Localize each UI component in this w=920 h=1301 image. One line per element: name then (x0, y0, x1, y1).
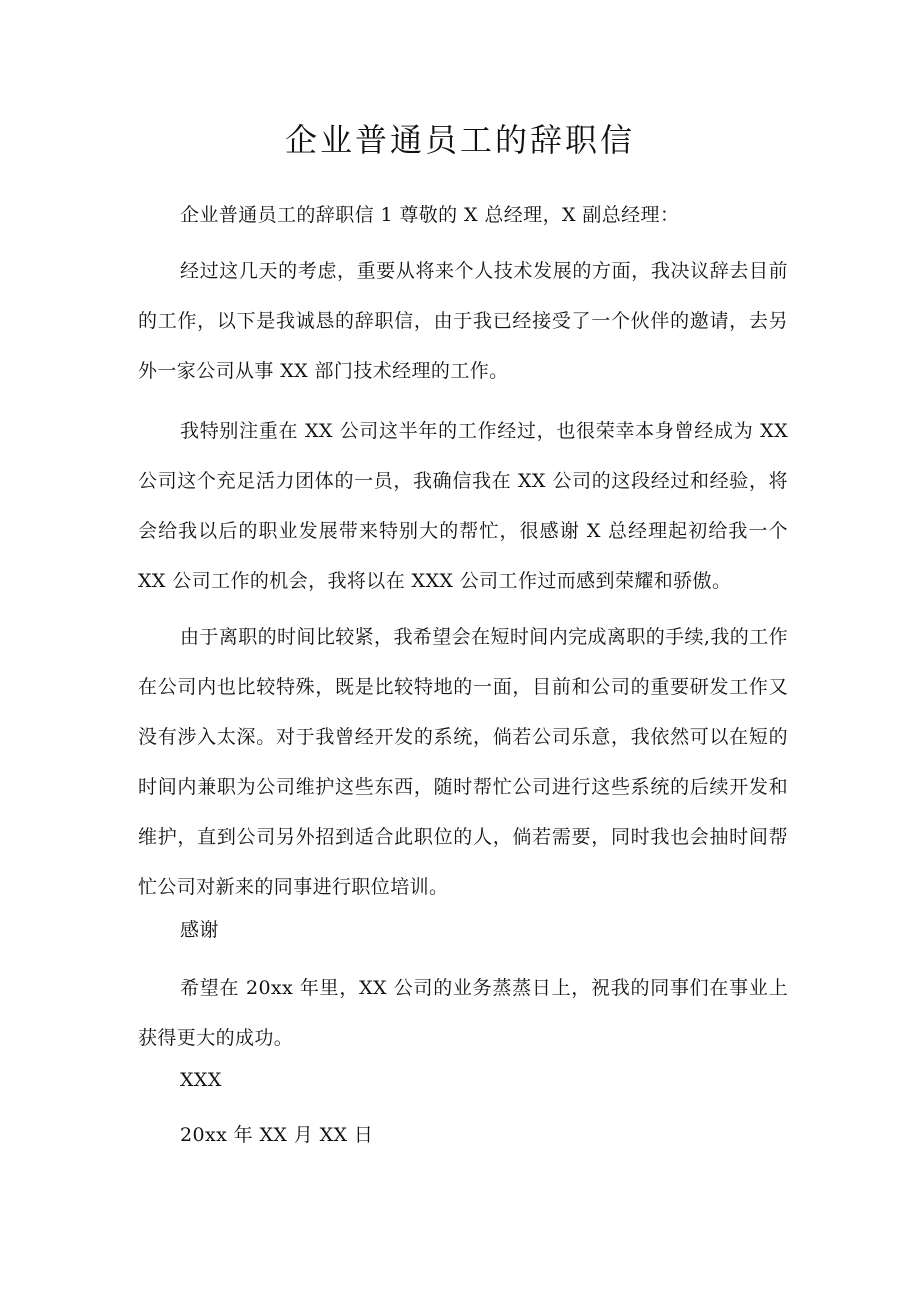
closing-wish-paragraph: 希望在 20xx 年里，XX 公司的业务蒸蒸日上，祝我的同事们在事业上获得更大的成功。 (138, 977, 788, 1049)
body-paragraph-gratitude: 我特别注重在 XX 公司这半年的工作经过，也很荣幸本身曾经成为 XX 公司这个充足活力团体的一员，我确信我在 XX 公司的这段经过和经验，将会给我以后的职业发展带来特别大的帮忙，很感谢 X 总经理起初给我一个 XX 公司工作的机会，我将以在 XXX 公司工作过而感到荣耀和骄傲。 (138, 420, 788, 592)
body-paragraph-intent: 经过这几天的考虑，重要从将来个人技术发展的方面，我决议辞去目前的工作，以下是我诚恳的辞职信，由于我已经接受了一个伙伴的邀请，去另外一家公司从事 XX 部门技术经理的工作。 (138, 260, 788, 382)
salutation-paragraph: 企业普通员工的辞职信 1 尊敬的 X 总经理，X 副总经理： (180, 204, 680, 226)
signature-date: 20xx 年 XX 月 XX 日 (180, 1124, 374, 1146)
thanks-line: 感谢 (180, 919, 219, 941)
signature-name: XXX (180, 1069, 222, 1091)
document-title: 企业普通员工的辞职信 (284, 121, 635, 159)
body-paragraph-handover: 由于离职的时间比较紧，我希望会在短时间内完成离职的手续,我的工作在公司内也比较特殊，既是比较特地的一面，目前和公司的重要研发工作又没有涉入太深。对于我曾经开发的系统，倘若公司乐意，我依然可以在短的时间内兼职为公司维护这些东西，随时帮忙公司进行这些系统的后续开发和维护，直到公司另外招到适合此职位的人，倘若需要，同时我也会抽时间帮忙公司对新来的同事进行职位培训。 (138, 626, 788, 898)
